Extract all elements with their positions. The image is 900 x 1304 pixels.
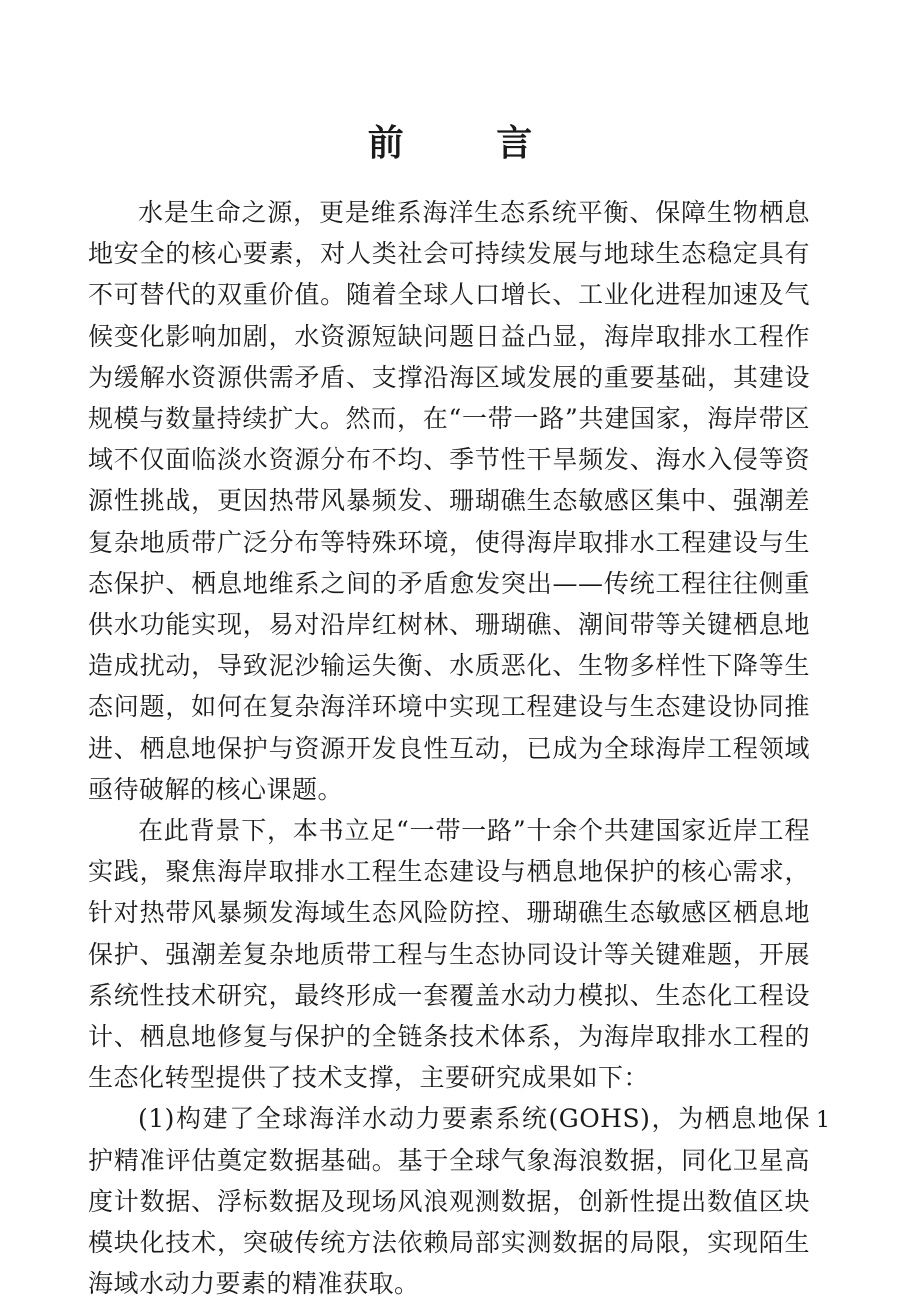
page-number: 1 xyxy=(816,1108,830,1133)
body-text xyxy=(88,192,810,1304)
paragraph-result-1: (1)构建了全球海洋水动力要素系统(GOHS)，为栖息地保护精准评估奠定数据基础。基于全球气象海浪数据，同化卫星高度计数据、浮标数据及现场风浪观测数据，创新性提出数值区块模块化技术，突破传统方法依赖局部实测数据的局限，实现陌生海域水动力要素的精准获取。 xyxy=(88,1104,810,1299)
page-title: 前 言 xyxy=(367,122,573,164)
paragraph-background: 在此背景下，本书立足“一带一路”十余个共建国家近岸工程实践，聚焦海岸取排水工程生态建设与栖息地保护的核心需求，针对热带风暴频发海域生态风险防控、珊瑚礁生态敏感区栖息地保护、强潮差复杂地质带工程与生态协同设计等关键难题，开展系统性技术研究，最终形成一套覆盖水动力模拟、生态化工程设计、栖息地修复与保护的全链条技术体系，为海岸取排水工程的生态化转型提供了技术支撑，主要研究成果如下： xyxy=(88,816,810,1093)
paragraph-intro: 水是生命之源，更是维系海洋生态系统平衡、保障生物栖息地安全的核心要素，对人类社会可持续发展与地球生态稳定具有不可替代的双重价值。随着全球人口增长、工业化进程加速及气候变化影响加剧，水资源短缺问题日益凸显，海岸取排水工程作为缓解水资源供需矛盾、支撑沿海区域发展的重要基础，其建设规模与数量持续扩大。然而，在“一带一路”共建国家，海岸带区域不仅面临淡水资源分布不均、季节性干旱频发、海水入侵等资源性挑战，更因热带风暴频发、珊瑚礁生态敏感区集中、强潮差复杂地质带广泛分布等特殊环境，使得海岸取排水工程建设与生态保护、栖息地维系之间的矛盾愈发突出——传统工程往往侧重供水功能实现，易对沿岸红树林、珊瑚礁、潮间带等关键栖息地造成扰动，导致泥沙输运失衡、水质恶化、生物多样性下降等生态问题，如何在复杂海洋环境中实现工程建设与生态建设协同推进、栖息地保护与资源开发良性互动，已成为全球海岸工程领域亟待破解的核心课题。 xyxy=(88,198,810,804)
